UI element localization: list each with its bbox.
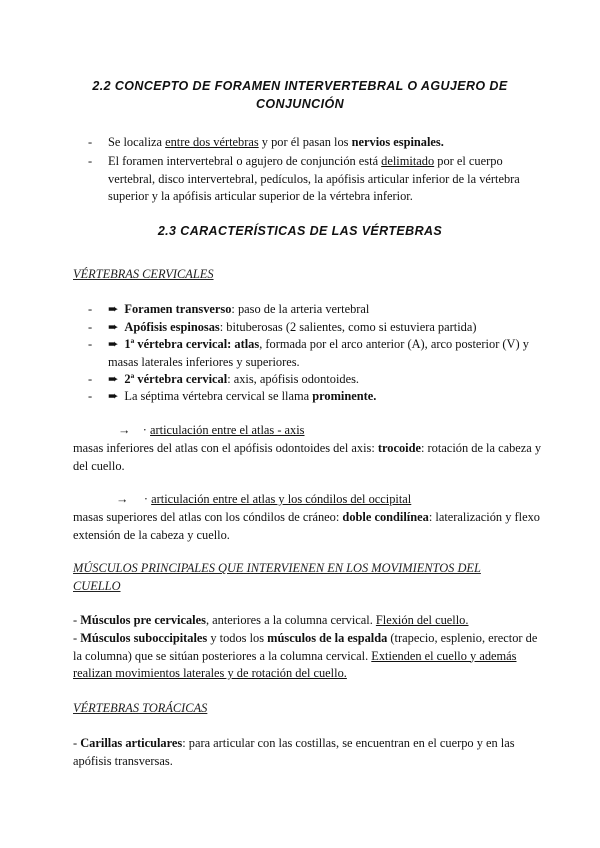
bullet-foramen-definition — [88, 153, 548, 206]
bullet-text: Se localiza entre dos vértebras y por él pasan los nervios espinales. — [108, 135, 444, 149]
heading-line-1: 2.2 CONCEPTO DE FORAMEN INTERVERTEBRAL O AGUJERO DE — [92, 79, 508, 93]
bullet-dash: - — [88, 154, 93, 168]
bullet-dash: - — [88, 135, 93, 149]
bullet-dash: - — [88, 320, 93, 334]
cervical-item-5 — [88, 388, 548, 406]
arrow-right-icon: → — [118, 423, 131, 437]
bullet-dash: - — [88, 372, 93, 386]
articulation-atlas-axis-text: masas inferiores del atlas con el apófisis odontoides del axis: trocoide: rotación de la cabeza y del cuello. — [73, 441, 542, 473]
arrow-right-icon: ➨ — [108, 389, 119, 403]
cervical-item-3 — [88, 336, 548, 371]
arrow-right-icon: → — [116, 492, 129, 506]
cervical-item-4 — [88, 371, 548, 389]
section-heading-foramen — [0, 77, 600, 113]
cervical-item-2 — [88, 319, 548, 337]
articulation-atlas-axis-title: → · articulación entre el atlas - axis — [118, 423, 305, 437]
musculos-precervicales: - Músculos pre cervicales, anteriores a la columna cervical. Flexión del cuello. — [73, 613, 469, 627]
arrow-right-icon: ➨ — [108, 320, 119, 334]
bullet-text: ➨ Apófisis espinosas: bituberosas (2 salientes, como si estuviera partida) — [108, 320, 477, 334]
bullet-text: El foramen intervertebral o agujero de conjunción está delimitado por el cuerpo vertebral, disco intervertebral, pedículos, la apófisis articular inferior de la vértebra superior y la apófisis articular superior de la vértebra inferior. — [108, 154, 520, 203]
subheading-cervicales: VÉRTEBRAS CERVICALES — [73, 267, 214, 281]
bullet-dash: - — [88, 337, 93, 351]
cervical-item-1 — [88, 301, 548, 319]
subheading-toracicas: VÉRTEBRAS TORÁCICAS — [73, 701, 208, 715]
section-heading-vertebras: 2.3 CARACTERÍSTICAS DE LAS VÉRTEBRAS — [157, 224, 443, 238]
bullet-foramen-location — [88, 134, 548, 152]
articulation-atlas-occipital-title: → · articulación entre el atlas y los cóndilos del occipital — [116, 492, 412, 506]
musculos-suboccipitales: - Músculos suboccipitales y todos los músculos de la espalda (trapecio, esplenio, erector de la columna) que se sitúan posteriores a la columna cervical. Extienden el cuello y además realizan movimientos laterales y de rotación del cuello. — [73, 631, 538, 680]
bullet-text: ➨ 1ª vértebra cervical: atlas, formada por el arco anterior (A), arco posterior (V) y masas laterales inferiores y superiores. — [108, 337, 529, 369]
arrow-right-icon: ➨ — [108, 337, 119, 351]
heading-line-2: CONJUNCIÓN — [255, 97, 345, 111]
subheading-musculos: MÚSCULOS PRINCIPALES QUE INTERVIENEN EN LOS MOVIMIENTOS DEL CUELLO — [73, 561, 481, 593]
arrow-right-icon: ➨ — [108, 372, 119, 386]
bullet-text: ➨ 2ª vértebra cervical: axis, apófisis odontoides. — [108, 372, 360, 386]
arrow-right-icon: ➨ — [108, 302, 119, 316]
bullet-text: ➨ La séptima vértebra cervical se llama prominente. — [108, 389, 377, 403]
bullet-dash: - — [88, 302, 93, 316]
carillas-articulares: - Carillas articulares: para articular con las costillas, se encuentran en el cuerpo y en las apófisis transversas. — [73, 736, 515, 768]
bullet-dash: - — [88, 389, 93, 403]
bullet-text: ➨ Foramen transverso: paso de la arteria vertebral — [108, 302, 370, 316]
articulation-atlas-occipital-text: masas superiores del atlas con los cóndilos de cráneo: doble condilínea: lateralización y flexo extensión de la cabeza y cuello. — [73, 510, 540, 542]
